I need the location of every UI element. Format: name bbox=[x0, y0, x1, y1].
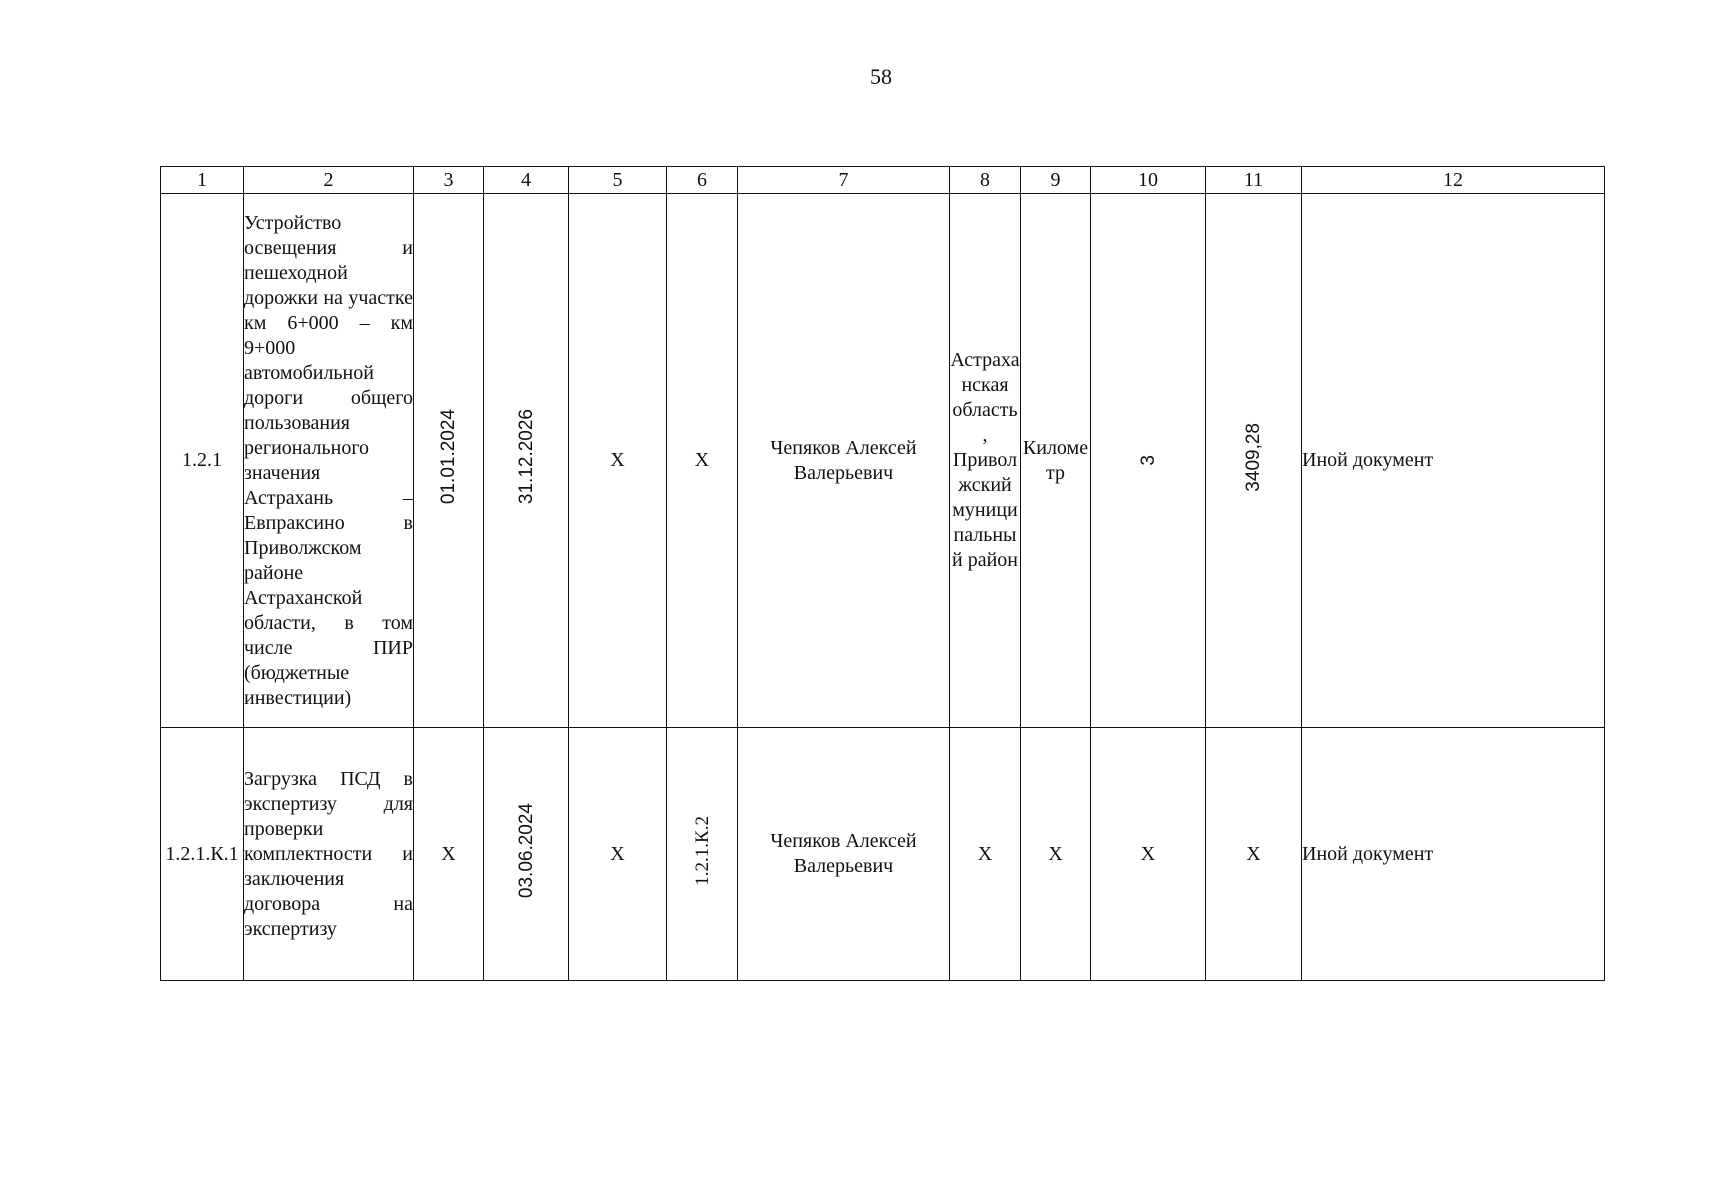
amount-cell: Х bbox=[1206, 728, 1302, 981]
unit-cell: Х bbox=[1021, 728, 1091, 981]
header-row bbox=[161, 167, 1605, 194]
end-date-cell bbox=[484, 728, 569, 981]
start-date: 01.01.2024 bbox=[438, 409, 459, 505]
start-date-cell bbox=[414, 194, 484, 728]
territory: Астраханская область, Приволжский муниципальный район bbox=[950, 349, 1020, 571]
end-date-cell bbox=[484, 194, 569, 728]
responsible-person: Чепяков Алексей Валерьевич bbox=[738, 728, 950, 981]
unit: Километр bbox=[1022, 436, 1089, 484]
value: 3 bbox=[1137, 455, 1159, 466]
col6-cell bbox=[667, 728, 738, 981]
responsible-person: Чепяков Алексей Валерьевич bbox=[738, 194, 950, 728]
document-type: Иной документ bbox=[1302, 728, 1605, 981]
column-header: 6 bbox=[667, 167, 738, 194]
event-name bbox=[244, 194, 414, 728]
row-number: 1.2.1.К.1 bbox=[161, 728, 244, 981]
event-name-text: Загрузка ПСД в экспертизу для проверки комплектности и заключения договора на экспертизу bbox=[244, 767, 413, 940]
event-name-text: Устройство освещения и пешеходной дорожки на участке км 6+000 – км 9+000 автомобильной дороги общего пользования регионального значения Астрахань – Евпраксино в Приволжском районе Астраханской области, в том числе ПИР (бюджетные инвестиции) bbox=[244, 211, 413, 709]
amount: 3409,28 bbox=[1243, 422, 1264, 492]
plan-table bbox=[160, 166, 1605, 981]
amount-cell bbox=[1206, 194, 1302, 728]
col5-cell: Х bbox=[569, 728, 667, 981]
end-date: 03.06.2024 bbox=[515, 802, 537, 899]
col5-cell: Х bbox=[569, 194, 667, 728]
table-row bbox=[161, 728, 1605, 981]
value-cell: Х bbox=[1091, 728, 1206, 981]
column-header: 7 bbox=[738, 167, 950, 194]
column-header: 11 bbox=[1206, 167, 1302, 194]
next-event-ref: 1.2.1.К.2 bbox=[691, 815, 713, 886]
column-header: 9 bbox=[1021, 167, 1091, 194]
column-header: 12 bbox=[1302, 167, 1605, 194]
territory-cell: Х bbox=[950, 728, 1021, 981]
column-header: 3 bbox=[414, 167, 484, 194]
document-type: Иной документ bbox=[1302, 194, 1605, 728]
column-header: 4 bbox=[484, 167, 569, 194]
column-header: 8 bbox=[950, 167, 1021, 194]
column-header: 5 bbox=[569, 167, 667, 194]
value-cell bbox=[1091, 194, 1206, 728]
territory-cell bbox=[950, 194, 1021, 728]
unit-cell bbox=[1021, 194, 1091, 728]
end-date: 31.12.2026 bbox=[515, 409, 537, 505]
start-date-cell: Х bbox=[414, 728, 484, 981]
column-header: 2 bbox=[244, 167, 414, 194]
event-name bbox=[244, 728, 414, 981]
table-row bbox=[161, 194, 1605, 728]
row-number: 1.2.1 bbox=[161, 194, 244, 728]
page-number: 58 bbox=[870, 64, 892, 89]
col6-cell: Х bbox=[667, 194, 738, 728]
column-header: 1 bbox=[161, 167, 244, 194]
column-header: 10 bbox=[1091, 167, 1206, 194]
